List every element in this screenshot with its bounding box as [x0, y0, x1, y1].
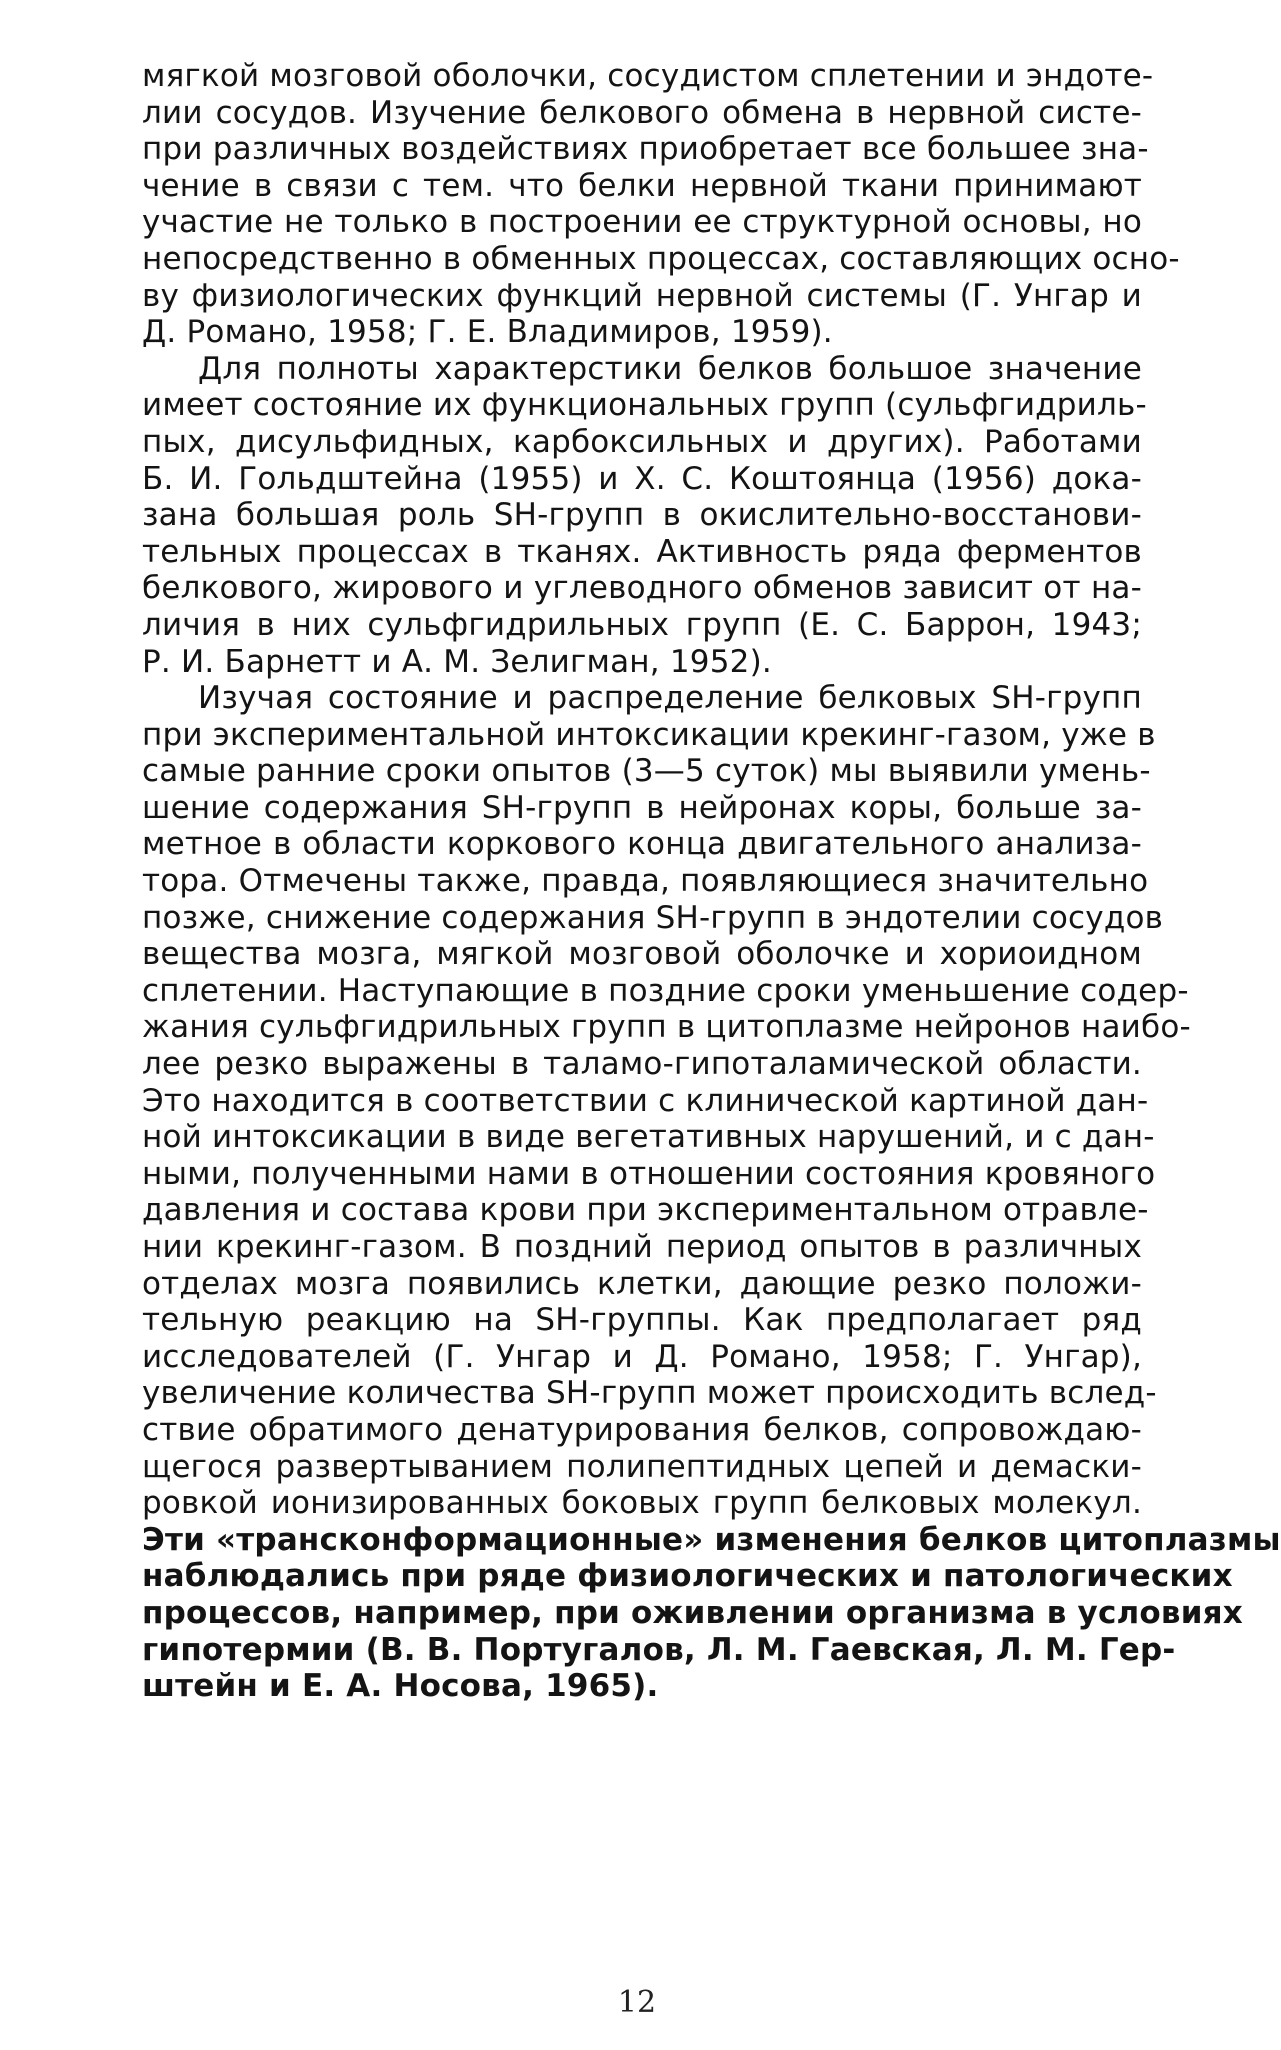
text-line: лее резко выражены в таламо-гипоталамической области. [142, 1046, 1142, 1083]
text-line: зана большая роль SH-групп в окислительно-восстанови- [142, 497, 1142, 534]
text-line: пых, дисульфидных, карбоксильных и других). Работами [142, 423, 1142, 460]
text-line: отделах мозга появились клетки, дающие резко положи- [142, 1265, 1142, 1302]
text-line: штейн и Е. А. Носова, 1965). [142, 1668, 659, 1705]
text-line: Это находится в соответствии с клинической картиной дан- [142, 1082, 1149, 1119]
text-line: давления и состава крови при экспериментальном отравле- [142, 1192, 1149, 1229]
text-line: имеет состояние их функциональных групп (сульфгидриль- [142, 387, 1147, 424]
text-line: лии сосудов. Изучение белкового обмена в нервной систе- [142, 94, 1142, 131]
text-line: Для полноты характерстики белков большое значение [198, 350, 1142, 387]
text-line: белкового, жирового и углеводного обменов зависит от на- [142, 570, 1142, 607]
text-line: увеличение количества SH-групп может происходить вслед- [142, 1375, 1157, 1412]
text-line: гипотермии (В. В. Португалов, Л. М. Гаевская, Л. М. Гер- [142, 1631, 1176, 1668]
text-line: жания сульфгидрильных групп в цитоплазме нейронов наибо- [142, 1009, 1191, 1046]
text-line: наблюдались при ряде физиологических и патологических [142, 1558, 1233, 1595]
text-line: ными, полученными нами в отношении состояния кровяного [142, 1155, 1156, 1192]
text-line: при различных воздействиях приобретает все большее зна- [142, 131, 1149, 168]
text-line: вещества мозга, мягкой мозговой оболочке и хориоидном [142, 936, 1142, 973]
text-line: процессов, например, при оживлении организма в условиях [142, 1594, 1243, 1631]
paragraph-3 [142, 680, 1281, 1705]
text-line: участие не только в построении ее структурной основы, но [142, 204, 1142, 241]
text-line: ствие обратимого денатурирования белков, сопровождаю- [142, 1411, 1142, 1448]
text-line: Р. И. Барнетт и А. М. Зелигман, 1952). [142, 643, 772, 680]
text-line: тора. Отмечены также, правда, появляющиеся значительно [142, 863, 1149, 900]
text-line: Эти «трансконформационные» изменения белков цитоплазмы [142, 1521, 1281, 1558]
text-line: метное в области коркового конца двигательного анализа- [142, 826, 1142, 863]
text-line: нии крекинг-газом. В поздний период опытов в различных [142, 1229, 1142, 1265]
page-number: 12 [617, 1985, 657, 2020]
text-line: Б. И. Гольдштейна (1955) и Х. С. Коштоянца (1956) дока- [142, 460, 1142, 497]
text-line: мягкой мозговой оболочки, сосудистом сплетении и эндоте- [142, 58, 1154, 94]
text-line: непосредственно в обменных процессах, составляющих осно- [142, 240, 1180, 277]
text-line: ровкой ионизированных боковых групп белковых молекул. [142, 1485, 1142, 1522]
text-line: Д. Романо, 1958; Г. Е. Владимиров, 1959). [142, 314, 833, 351]
text-line: шение содержания SH-групп в нейронах коры, больше за- [142, 789, 1142, 826]
document-page [142, 58, 1281, 1705]
text-line: исследователей (Г. Унгар и Д. Романо, 1958; Г. Унгар), [142, 1338, 1142, 1375]
text-line: тельных процессах в тканях. Активность ряда ферментов [142, 533, 1142, 570]
text-line: чение в связи с тем. что белки нервной ткани принимают [142, 167, 1142, 204]
text-line: ву физиологических функций нервной системы (Г. Унгар и [142, 277, 1142, 314]
text-line: ной интоксикации в виде вегетативных нарушений, и с дан- [142, 1119, 1155, 1156]
text-line: сплетении. Наступающие в поздние сроки уменьшение содер- [142, 972, 1189, 1009]
text-line: личия в них сульфгидрильных групп (Е. С. Баррон, 1943; [142, 606, 1142, 643]
text-line: тельную реакцию на SH-группы. Как предполагает ряд [142, 1302, 1142, 1339]
text-line: Изучая состояние и распределение белковых SH-групп [198, 680, 1142, 717]
text-line: при экспериментальной интоксикации крекинг-газом, уже в [142, 716, 1156, 753]
text-line: щегося развертыванием полипептидных цепей и демаски- [142, 1448, 1142, 1485]
text-line: самые ранние сроки опытов (3—5 суток) мы выявили умень- [142, 753, 1151, 790]
paragraph-2 [142, 350, 1147, 680]
text-line: позже, снижение содержания SH-групп в эндотелии сосудов [142, 899, 1164, 936]
paragraph-1 [142, 58, 1180, 351]
